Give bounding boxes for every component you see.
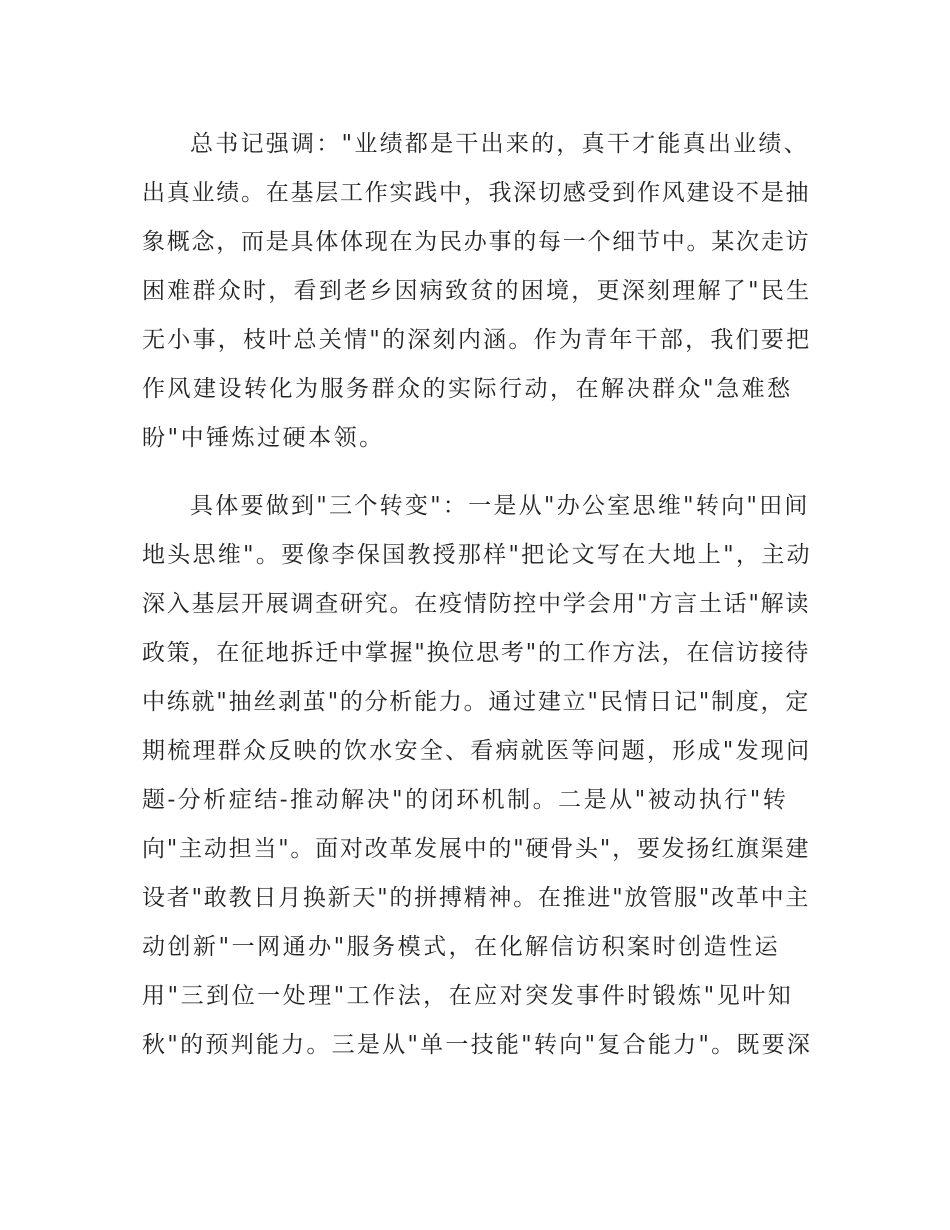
- paragraph-line: 总书记强调："业绩都是干出来的，真干才能真出业绩、: [190, 131, 809, 157]
- paragraph-line: 设者"敢教日月换新天"的拼搏精神。在推进"放管服"改革中主: [142, 885, 811, 911]
- paragraph-line: 向"主动担当"。面对改革发展中的"硬骨头"，要发扬红旗渠建: [142, 836, 811, 862]
- paragraph-line: 深入基层开展调查研究。在疫情防控中学会用"方言土话"解读: [142, 591, 811, 617]
- paragraph-line: 具体要做到"三个转变"：一是从"办公室思维"转向"田间: [190, 493, 810, 519]
- paragraph-line: 用"三到位一处理"工作法，在应对突发事件时锻炼"见叶知: [142, 983, 794, 1009]
- paragraph-line: 地头思维"。要像李保国教授那样"把论文写在大地上"，主动: [142, 542, 812, 568]
- paragraph-line: 盼"中锤炼过硬本领。: [142, 425, 385, 451]
- paragraph-line: 作风建设转化为服务群众的实际行动，在解决群众"急难愁: [142, 376, 793, 402]
- paragraph-line: 无小事，枝叶总关情"的深刻内涵。作为青年干部，我们要把: [142, 327, 812, 353]
- paragraph-line: 中练就"抽丝剥茧"的分析能力。通过建立"民情日记"制度，定: [142, 689, 811, 715]
- paragraph-line: 秋"的预判能力。三是从"单一技能"转向"复合能力"。既要深: [142, 1032, 813, 1058]
- paragraph-line: 政策，在征地拆迁中掌握"换位思考"的工作方法，在信访接待: [142, 640, 811, 666]
- paragraph-line: 题-分析症结-推动解决"的闭环机制。二是从"被动执行"转: [142, 787, 789, 813]
- paragraph-line: 困难群众时，看到老乡因病致贫的困境，更深刻理解了"民生: [142, 278, 812, 304]
- paragraph-line: 期梳理群众反映的饮水安全、看病就医等问题，形成"发现问: [142, 738, 812, 764]
- paragraph-line: 动创新"一网通办"服务模式，在化解信访积案时创造性运: [142, 934, 781, 960]
- paragraph-line: 象概念，而是具体体现在为民办事的每一个细节中。某次走访: [142, 229, 811, 255]
- paragraph-line: 出真业绩。在基层工作实践中，我深切感受到作风建设不是抽: [142, 180, 811, 206]
